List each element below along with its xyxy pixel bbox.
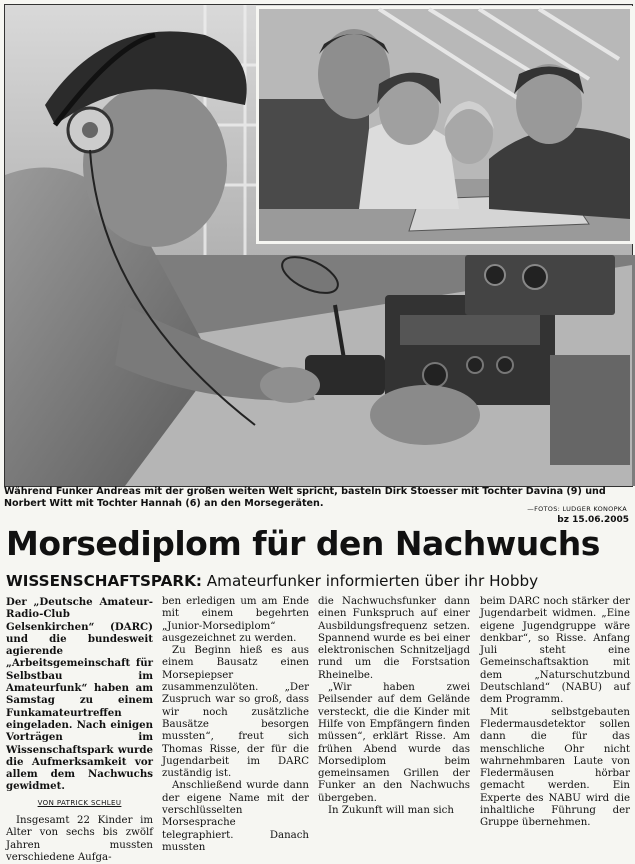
publication-date: bz 15.06.2005	[557, 515, 629, 525]
paragraph: ben erledigen um am Ende mit einem begehrten „Junior-Morsediplom“ ausgezeichnet zu werden.	[162, 596, 309, 644]
article-column-1	[6, 596, 153, 863]
families-soldering-illustration	[259, 9, 630, 241]
paragraph: Mit selbstgebauten Fledermausdetektor sollen dann die für das menschliche Ohr nicht wahrnehmbaren Laute von Fledermäusen hörbar gemacht werden. Ein Experte des NABU wird die inhaltliche Führung der Gruppe übernehmen.	[480, 706, 630, 829]
subheadline-text: Amateurfunker informierten über ihr Hobby	[201, 572, 539, 590]
photo-caption: Während Funker Andreas mit der großen weiten Welt spricht, basteln Dirk Stoesser mit Tochter Davina (9) und Norbert Witt mit Tochter Hannah (6) an den Morsegeräten.	[4, 486, 606, 509]
article-column-4	[480, 596, 630, 829]
paragraph: Anschließend wurde dann der eigene Name mit der verschlüsselten Morsesprache telegraphiert. Danach mussten	[162, 780, 309, 853]
subheadline-label: WISSENSCHAFTSPARK:	[6, 572, 202, 590]
article-column-3	[318, 596, 470, 817]
article-lead: Der „Deutsche Amateur-Radio-Club Gelsenkirchen“ (DARC) und die bundesweit agierende „Arbeitsgemeinschaft für Selbstbau im Amateurfunk“ haben am Samstag zu einem Funkamateurtreffen eingeladen. Nach einigen Vorträgen im Wissenschaftspark wurde die Aufmerksamkeit vor allem dem Nachwuchs gewidmet.	[6, 596, 153, 793]
subheadline	[6, 571, 626, 591]
paragraph: die Nachwuchsfunker dann einen Funkspruch auf einer Ausbildungsfrequenz setzen. Spannend wurde es bei einer elektronischen Schnitzeljagd rund um die Forstsation Rheinelbe.	[318, 596, 470, 681]
paragraph: „Wir haben zwei Peilsender auf dem Gelände versteckt, die die Kinder mit Hilfe von Empfängern finden müssen“, erklärt Risse. Am frühen Abend wurde das Morsediplom beim gemeinsamen Grillen der Funker an den Nachwuchs übergeben.	[318, 682, 470, 804]
paragraph: beim DARC noch stärker der Jugendarbeit widmen. „Eine eigene Jugendgruppe wäre denkbar“, so Risse. Anfang Juli steht eine Gemeinschaftsaktion mit dem „Naturschutzbund Deutschland“ (NABU) auf dem Programm.	[480, 596, 630, 706]
paragraph: Insgesamt 22 Kinder im Alter von sechs bis zwölf Jahren mussten verschiedene Aufga-	[6, 815, 153, 863]
inset-photo	[256, 6, 633, 244]
headline: Morsediplom für den Nachwuchs	[6, 524, 600, 563]
paragraph: Zu Beginn hieß es aus einem Bausatz einen Morsepiepser zusammenzulöten. „Der Zuspruch war so groß, dass wir noch zusätzliche Bausätze besorgen mussten“, freut sich Thomas Risse, der für die Jugendarbeit im DARC zuständig ist.	[162, 645, 309, 780]
article-column-2	[162, 596, 309, 853]
paragraph: In Zukunft will man sich	[328, 805, 454, 817]
photo-credit: —FOTOS: LUDGER KONOPKA	[527, 505, 627, 513]
byline: VON PATRICK SCHLEU	[37, 798, 122, 807]
